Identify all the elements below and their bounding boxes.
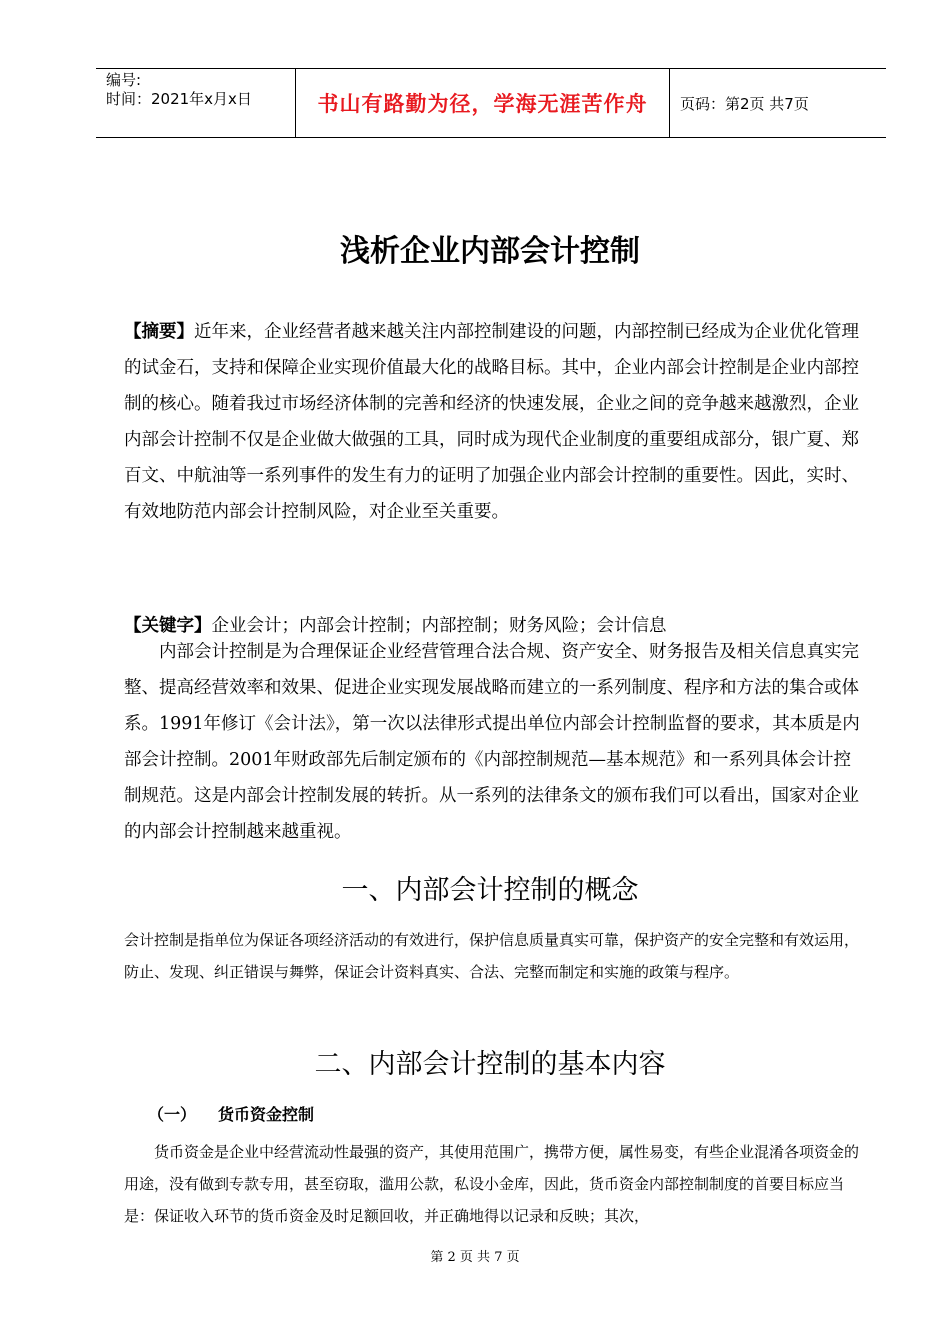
header-time: 时间：2021年x月x日 [106,90,252,108]
subsection-heading [148,1102,314,1125]
keywords-text: 企业会计；内部会计控制；内部控制；财务风险；会计信息 [211,616,667,636]
section2-heading: 二、内部会计控制的基本内容 [314,1049,666,1080]
abstract-text: 近年来，企业经营者越来越关注内部控制建设的问题，内部控制已经成为企业优化管理的试金石，支持和保障企业实现价值最大化的战略目标。其中，企业内部会计控制是企业内部控制的核心。随着我过市场经济体制的完善和经济的快速发展，企业之间的竞争越来越激烈，企业内部会计控制不仅是企业做大做强的工具，同时成为现代企业制度的重要组成部分，银广夏、郑百文、中航油等一系列事件的发生有力的证明了加强企业内部会计控制的重要性。因此，实时、有效地防范内部会计控制风险，对企业至关重要。 [124,322,859,522]
subsection-title: 货币资金控制 [218,1105,315,1124]
header-motto: 书山有路勤为径，学海无涯苦作舟 [296,69,670,137]
page-header [96,68,886,138]
header-page-info: 页码：第2页 共7页 [680,94,809,113]
header-number: 编号: [106,71,142,89]
section1-heading: 一、内部会计控制的概念 [341,875,639,906]
intro-paragraph: 内部会计控制是为合理保证企业经营管理合法合规、资产安全、财务报告及相关信息真实完整、提高经营效率和效果、促进企业实现发展战略而建立的一系列制度、程序和方法的集合或体系。1991年修订《会计法》，第一次以法律形式提出单位内部会计控制监督的要求，其本质是内部会计控制。2001年财政部先后制定颁布的《内部控制规范—基本规范》和一系列具体会计控制规范。这是内部会计控制发展的转折。从一系列的法律条文的颁布我们可以看出，国家对企业的内部会计控制越来越重视。 [124,642,860,842]
abstract-paragraph [124,314,860,530]
keywords-label: 【关键字】 [124,616,212,636]
page-footer: 第 2 页 共 7 页 [430,1250,520,1265]
section1-paragraph: 会计控制是指单位为保证各项经济活动的有效进行，保护信息质量真实可靠，保护资产的安全完整和有效运用，防止、发现、纠正错误与舞弊，保证会计资料真实、合法、完整而制定和实施的政策与程序。 [124,931,860,981]
abstract-label: 【摘要】 [124,322,194,342]
subsection-number: （一） [148,1105,197,1124]
subsection-paragraph: 货币资金是企业中经营流动性最强的资产，其使用范围广，携带方便，属性易变，有些企业混淆各项资金的用途，没有做到专款专用，甚至窃取，滥用公款，私设小金库，因此，货币资金内部控制制度的首要目标应当是：保证收入环节的货币资金及时足额回收，并正确地得以记录和反映；其次， [124,1143,860,1225]
header-meta [96,69,296,137]
document-title: 浅析企业内部会计控制 [340,234,640,269]
